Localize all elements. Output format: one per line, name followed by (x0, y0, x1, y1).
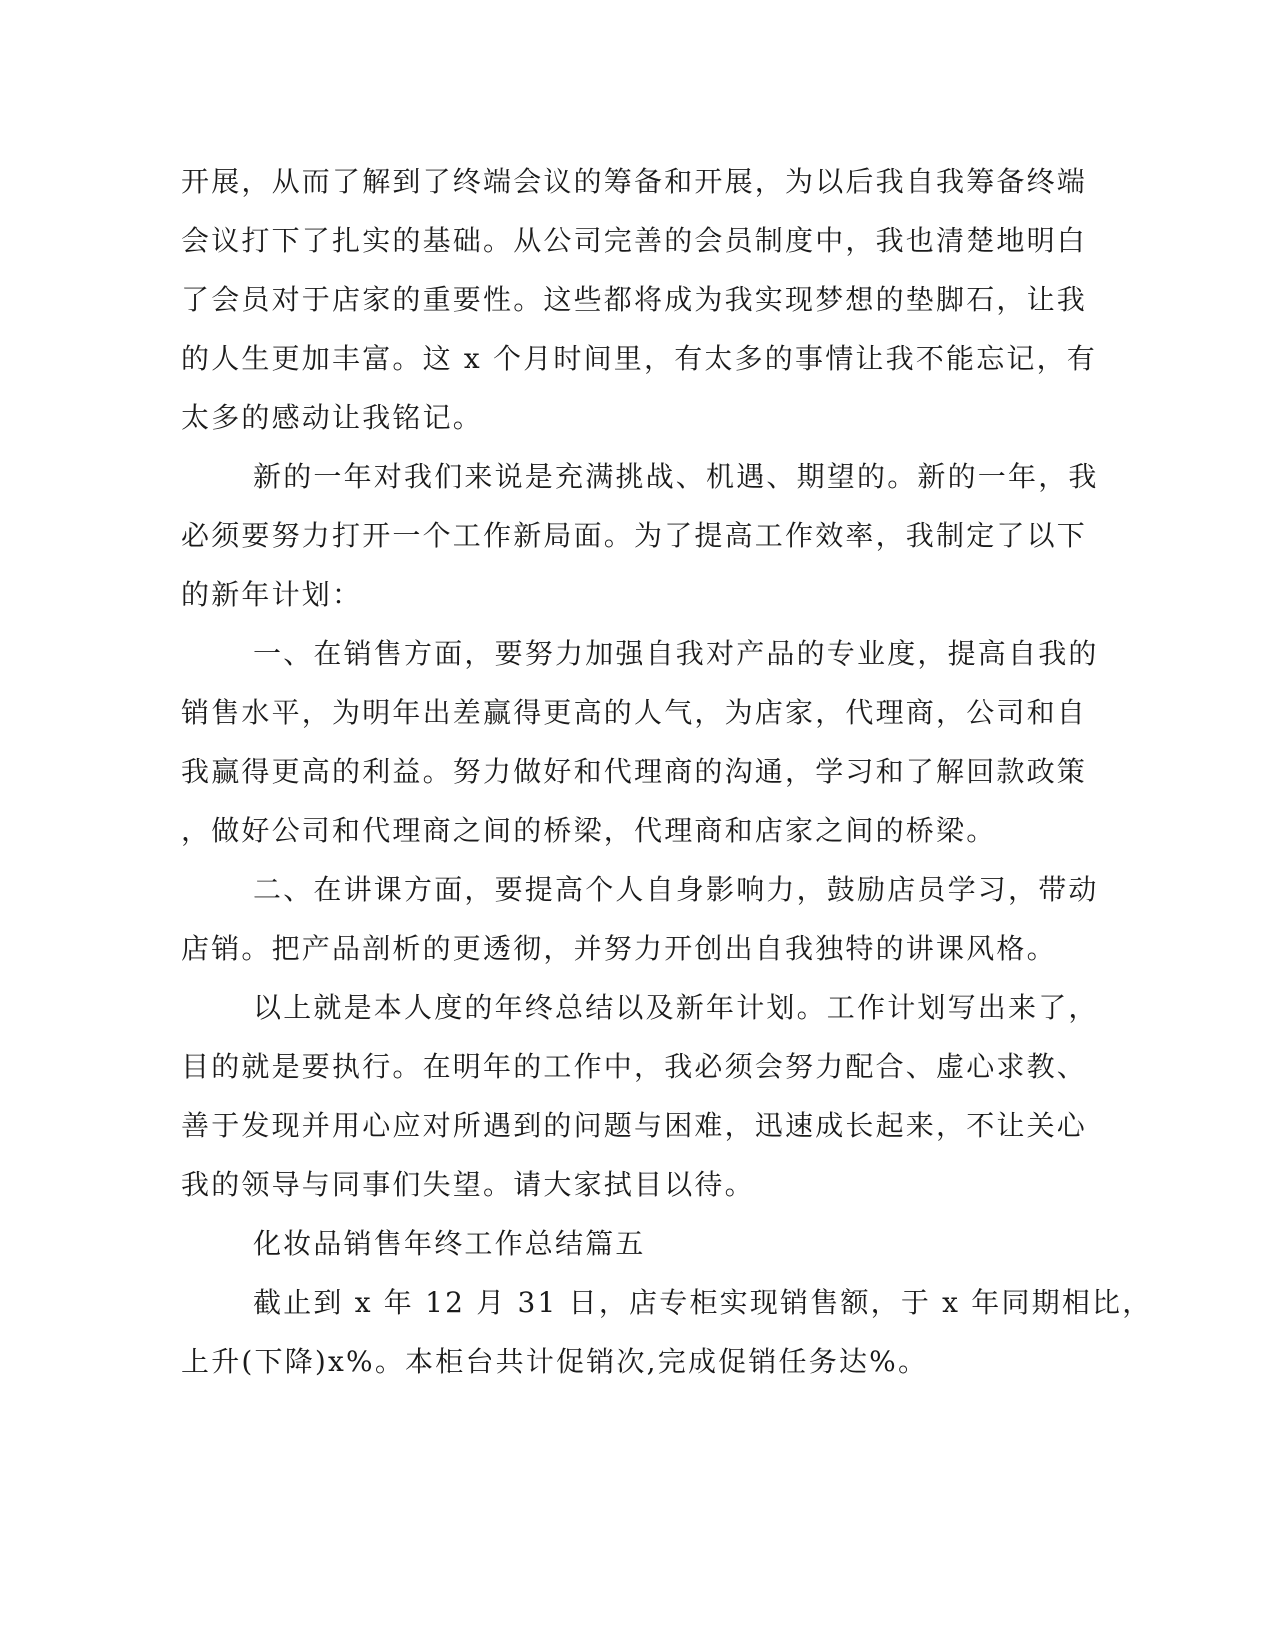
text-line: 的人生更加丰富。这 x 个月时间里，有太多的事情让我不能忘记，有 (181, 342, 1097, 375)
text-line: 销售水平，为明年出差赢得更高的人气，为店家，代理商，公司和自 (181, 696, 1088, 729)
text-line: 目的就是要执行。在明年的工作中，我必须会努力配合、虚心求教、 (181, 1050, 1088, 1083)
paragraph-start-line: 新的一年对我们来说是充满挑战、机遇、期望的。新的一年，我 (253, 460, 1099, 493)
paragraph-start-line: 二、在讲课方面，要提高个人自身影响力，鼓励店员学习，带动 (253, 873, 1099, 906)
text-line: 太多的感动让我铭记。 (181, 401, 484, 434)
text-line: 店销。把产品剖析的更透彻，并努力开创出自我独特的讲课风格。 (181, 932, 1057, 965)
text-line: 会议打下了扎实的基础。从公司完善的会员制度中，我也清楚地明白 (181, 224, 1088, 257)
text-line: 我的领导与同事们失望。请大家拭目以待。 (181, 1168, 755, 1201)
paragraph-start-line: 截止到 x 年 12 月 31 日，店专柜实现销售额，于 x 年同期相比， (253, 1286, 1153, 1319)
text-line: 上升(下降)x%。本柜台共计促销次,完成促销任务达%。 (181, 1345, 929, 1378)
paragraph-start-line: 一、在销售方面，要努力加强自我对产品的专业度，提高自我的 (253, 637, 1099, 670)
text-line: 的新年计划： (181, 578, 363, 611)
section-heading: 化妆品销售年终工作总结篇五 (253, 1227, 646, 1260)
text-line: 开展，从而了解到了终端会议的筹备和开展，为以后我自我筹备终端 (181, 165, 1088, 198)
paragraph-start-line: 以上就是本人度的年终总结以及新年计划。工作计划写出来了， (253, 991, 1099, 1024)
text-line: 了会员对于店家的重要性。这些都将成为我实现梦想的垫脚石，让我 (181, 283, 1088, 316)
text-line: ，做好公司和代理商之间的桥梁，代理商和店家之间的桥梁。 (181, 814, 997, 847)
text-line: 必须要努力打开一个工作新局面。为了提高工作效率，我制定了以下 (181, 519, 1088, 552)
text-line: 善于发现并用心应对所遇到的问题与困难，迅速成长起来，不让关心 (181, 1109, 1088, 1142)
text-line: 我赢得更高的利益。努力做好和代理商的沟通，学习和了解回款政策 (181, 755, 1088, 788)
